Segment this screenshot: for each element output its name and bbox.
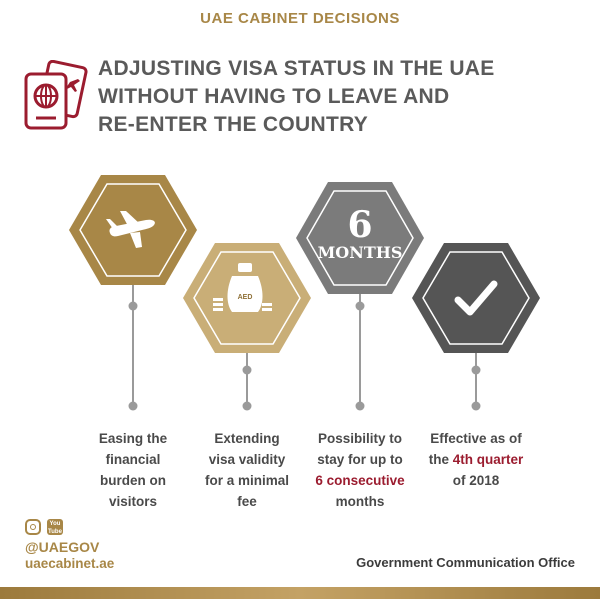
office-name: Government Communication Office	[356, 555, 575, 570]
caption-line: of 2018	[452, 473, 500, 488]
caption-line: Easing the	[98, 431, 168, 446]
caption-line: fee	[237, 494, 257, 509]
connector-dot	[472, 402, 481, 411]
hexagon-fee	[183, 243, 311, 353]
months-number: 6	[347, 204, 373, 246]
connector-dot	[472, 366, 481, 375]
caption-visa-validity	[187, 428, 307, 512]
caption-line: financial	[105, 452, 161, 467]
instagram-icon[interactable]	[25, 519, 41, 535]
connector-dot	[243, 366, 252, 375]
connector-dot	[356, 402, 365, 411]
connector-dot	[243, 402, 252, 411]
hexagon-six-months	[296, 182, 424, 294]
caption-stay-duration	[300, 428, 420, 512]
caption-line: Extending	[214, 431, 280, 446]
coin-stack	[213, 298, 223, 301]
social-handle[interactable]: @UAEGOV	[25, 539, 100, 555]
headline-line: RE-ENTER THE COUNTRY	[98, 113, 369, 136]
caption-line: visa validity	[208, 452, 286, 467]
caption-line: for a minimal	[204, 473, 290, 488]
headline-line: ADJUSTING VISA STATUS IN THE UAE	[98, 57, 495, 80]
caption-line: visitors	[108, 494, 158, 509]
connector-dot	[129, 302, 138, 311]
youtube-icon[interactable]: You Tube	[48, 521, 62, 535]
connector-dot	[129, 402, 138, 411]
footer-gold-bar	[0, 587, 600, 599]
kicker-title: UAE CABINET DECISIONS	[200, 10, 400, 27]
caption-line: burden on	[100, 473, 166, 488]
caption-highlight: 6 consecutive	[315, 473, 405, 488]
headline-line: WITHOUT HAVING TO LEAVE AND	[98, 85, 450, 108]
website-link[interactable]: uaecabinet.ae	[25, 556, 115, 571]
caption-line: Effective as of	[430, 431, 522, 446]
connector-dot	[356, 302, 365, 311]
caption-line: months	[335, 494, 385, 509]
hexagon-effective	[412, 243, 540, 353]
caption-line: Possibility to	[317, 431, 402, 446]
months-label: MONTHS	[317, 243, 403, 262]
caption-effective-date	[416, 428, 536, 491]
social-icons	[25, 519, 63, 535]
caption-financial-burden	[73, 428, 193, 512]
caption-word: the	[428, 452, 449, 467]
caption-line	[416, 449, 536, 470]
hexagon-plane	[69, 175, 197, 285]
aed-label: AED	[237, 294, 253, 301]
caption-line: stay for up to	[317, 452, 403, 467]
caption-highlight: 4th quarter	[452, 452, 524, 467]
